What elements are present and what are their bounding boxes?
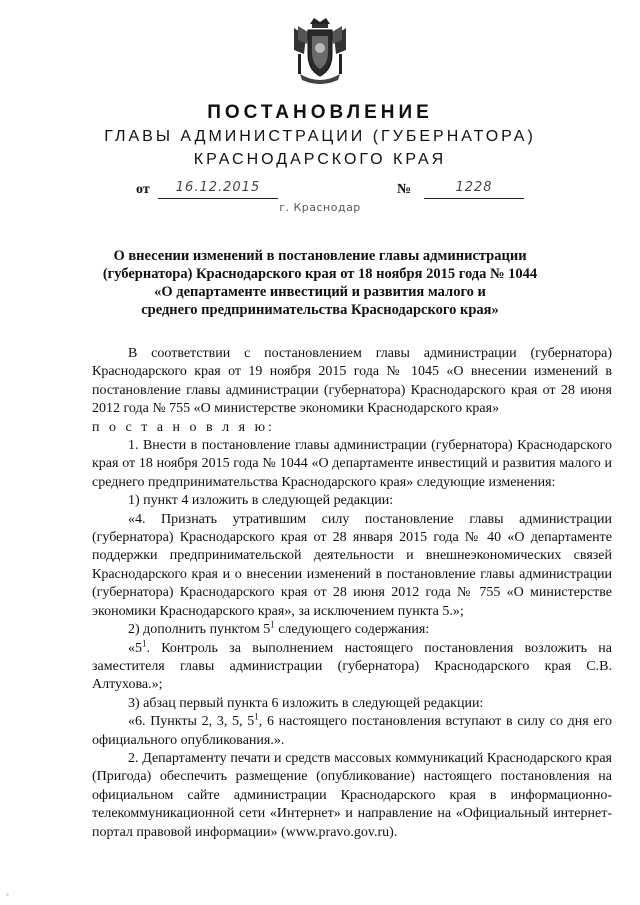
subclause-2 <box>92 621 612 639</box>
quoted-clause-5-1 <box>92 637 612 695</box>
region-title: КРАСНОДАРСКОГО КРАЯ <box>193 151 447 168</box>
clause-5-1-text-a: «5 <box>128 640 142 656</box>
preamble-paragraph <box>92 345 612 419</box>
subject-line: (губернатора) Краснодарского края от 18 ноября 2015 года № 1044 <box>102 266 538 282</box>
clause-6-text-b: , 6 настоящего постановления вступают в силу со дня его официального опубликования.». <box>92 714 613 748</box>
quoted-clause-4: «4. Признать утратившим силу постановление главы администрации (губернатора) Краснодарского края от 28 января 2015 года № 40 «О департаменте поддержки предпринимательской деятельности и внешнеэкономических связей Краснодарского края и о внесении изменений в постановление главы администрации (губернатора) Краснодарского края от 28 июня 2012 года № 755 «О министерстве экономики Краснодарского края», за исключением пункта 5.»; <box>92 511 612 619</box>
subject-line: среднего предпринимательства Краснодарского края» <box>141 302 499 318</box>
clause-6-text-a: «6. Пункты 2, 3, 5, 5 <box>128 714 255 730</box>
number-value: 1228 <box>424 180 524 199</box>
decree-word <box>92 419 612 437</box>
superscript: 1 <box>254 711 259 722</box>
clause-2: 2. Департаменту печати и средств массовых коммуникаций Краснодарского края (Пригода) обеспечить размещение (опубликование) настоящего постановления на официальном сайте администрации Краснодарского края в информационно-телекоммуникационной сети «Интернет» и направление на «Официальный интернет-портал правовой информации» (www.pravo.gov.ru). <box>92 750 612 840</box>
city-label: г. Краснодар <box>279 201 361 214</box>
krasnodar-coat-of-arms-emblem <box>288 14 352 86</box>
superscript: 1 <box>142 637 147 648</box>
preamble-text: В соответствии с постановлением главы администрации (губернатора) Краснодарского края от 19 ноября 2015 года № 1045 «О внесении изменений в постановление главы администрации (губернатора) Краснодарского края от 28 июня 2012 года № 755 «О министерстве экономики Краснодарского края» <box>92 346 612 417</box>
subject-line: «О департаменте инвестиций и развития малого и <box>154 284 486 300</box>
subclause-2-text-a: 2) дополнить пунктом 5 <box>128 622 271 638</box>
issuer-title: ГЛАВЫ АДМИНИСТРАЦИИ (ГУБЕРНАТОРА) <box>104 128 536 145</box>
quoted-clause-6 <box>92 713 612 750</box>
number-label: № <box>397 182 412 197</box>
scan-corner-mark: ◦ <box>6 890 9 899</box>
document-body <box>92 345 612 842</box>
date-label: от <box>136 182 150 197</box>
superscript: 1 <box>270 619 275 630</box>
subclause-3: 3) абзац первый пункта 6 изложить в следующей редакции: <box>128 695 484 711</box>
document-type-title: ПОСТАНОВЛЕНИЕ <box>207 102 433 123</box>
clause-1: 1. Внести в постановление главы администрации (губернатора) Краснодарского края от 18 ноября 2015 года № 1044 «О департаменте инвестиций и развития малого и среднего предпринимательства Краснодарского края» следующие изменения: <box>92 438 612 490</box>
date-value: 16.12.2015 <box>158 180 278 199</box>
subclause-1: 1) пункт 4 изложить в следующей редакции: <box>128 493 394 509</box>
document-subject <box>100 247 540 319</box>
subclause-2-text-b: следующего содержания: <box>274 622 430 638</box>
decree-word-text: п о с т а н о в л я ю: <box>92 419 275 435</box>
subject-line: О внесении изменений в постановление главы администрации <box>113 248 527 264</box>
clause-5-1-text-b: . Контроль за выполнением настоящего постановления возложить на заместителя главы администрации (губернатора) Краснодарского края С.В. Алтухова.»; <box>92 640 612 693</box>
